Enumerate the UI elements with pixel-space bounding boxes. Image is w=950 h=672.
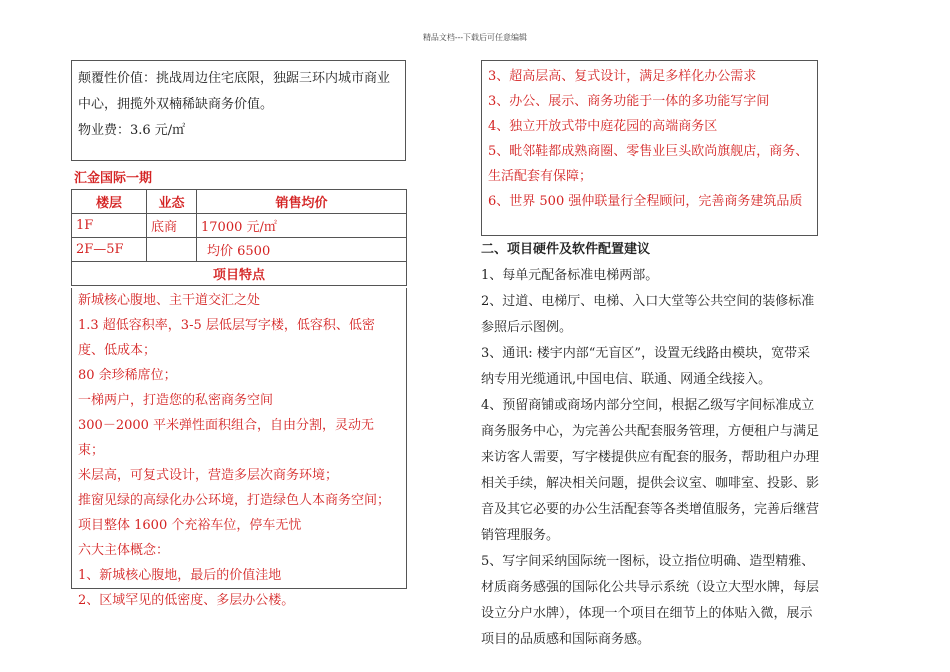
property-fee-text: 物业费：3.6 元/㎡ — [78, 123, 186, 138]
feature-line: 六大主体概念： — [78, 543, 170, 558]
feature-line: 2、区域罕见的低密度、多层办公楼。 — [78, 593, 295, 608]
table-row — [72, 214, 407, 238]
feature-line: 80 余珍稀席位； — [78, 368, 177, 383]
table-cell: 底商 — [147, 214, 197, 238]
feature-line: 米层高，可复式设计，营造多层次商务环境； — [78, 468, 339, 483]
config-item: 5、写字间采纳国际统一图标，设立指位明确、造型精雅、材质商务感强的国际化公共导示系统（设立大型水牌，每层设立分户水牌），体现一个项目在细节上的体贴入微，展示项目的品质感和国际商务感。 — [481, 554, 820, 647]
table-cell: 2F—5F — [72, 238, 147, 262]
config-heading: 二、项目硬件及软件配置建议 — [481, 242, 651, 257]
page-header: 精品文档---下载后可任意编辑 — [422, 33, 528, 42]
table-cell: 均价 6500 — [197, 238, 407, 262]
config-item: 4、预留商铺或商场内部分空间，根据乙级写字间标准成立商务服务中心，为完善公共配套服务管理，方便租户与满足来访客人需要，写字楼提供应有配套的服务，帮助租户办理相关手续，解决相关问题，提供会议室、咖啡室、投影、影音及其它必要的办公生活配套等各类增值服务，完善后继营销管理服务。 — [481, 398, 820, 543]
feature-line: 300－2000 平米弹性面积组合，自由分割，灵动无束； — [78, 418, 375, 458]
feature-line: 项目整体 1600 个充裕车位，停车无忧 — [78, 518, 302, 533]
features-continued-box — [481, 60, 818, 236]
feature-line: 一梯两户，打造您的私密商务空间 — [78, 393, 274, 408]
feature-line: 3、办公、展示、商务功能于一体的多功能写字间 — [488, 94, 770, 109]
table-header-price: 销售均价 — [197, 190, 407, 214]
features-header: 项目特点 — [72, 262, 407, 286]
feature-line: 推窗见绿的高绿化办公环境，打造绿色人本商务空间； — [78, 493, 391, 508]
feature-line: 5、毗邻鞋都成熟商圈、零售业巨头欧尚旗舰店，商务、生活配套有保障； — [488, 144, 809, 184]
feature-line: 3、超高层高、复式设计，满足多样化办公需求 — [488, 69, 757, 84]
features-header-row — [72, 262, 407, 286]
section-title: 汇金国际一期 — [74, 171, 153, 186]
table-header-type: 业态 — [147, 190, 197, 214]
features-box — [71, 288, 407, 608]
feature-line: 新城核心腹地、主干道交汇之处 — [78, 293, 261, 308]
value-box — [71, 60, 406, 161]
config-item: 2、过道、电梯厅、电梯、入口大堂等公共空间的装修标准参照后示图例。 — [481, 294, 815, 335]
table-cell: 17000 元/㎡ — [197, 214, 407, 238]
feature-line: 1、新城核心腹地，最后的价值洼地 — [78, 568, 282, 583]
table-header-floor: 楼层 — [72, 190, 147, 214]
feature-line: 4、独立开放式带中庭花园的高端商务区 — [488, 119, 718, 134]
table-cell: 1F — [72, 214, 147, 238]
feature-line: 6、世界 500 强仲联量行全程顾问，完善商务建筑品质 — [488, 194, 803, 209]
table-row — [72, 238, 407, 262]
config-item: 3、通讯: 楼宇内部“无盲区”，设置无线路由模块，宽带采纳专用光缆通讯,中国电信、联通、网通全线接入。 — [481, 346, 811, 387]
sales-table — [71, 189, 407, 286]
config-item: 1、每单元配备标准电梯两部。 — [481, 268, 659, 283]
feature-line: 1.3 超低容积率，3-5 层低层写字楼，低容积、低密度、低成本； — [78, 318, 375, 358]
table-cell — [147, 238, 197, 262]
config-section — [481, 237, 821, 653]
value-text: 颠覆性价值：挑战周边住宅底限，独踞三环内城市商业中心，拥揽外双楠稀缺商务价值。 — [78, 71, 391, 112]
table-header-row — [72, 190, 407, 214]
